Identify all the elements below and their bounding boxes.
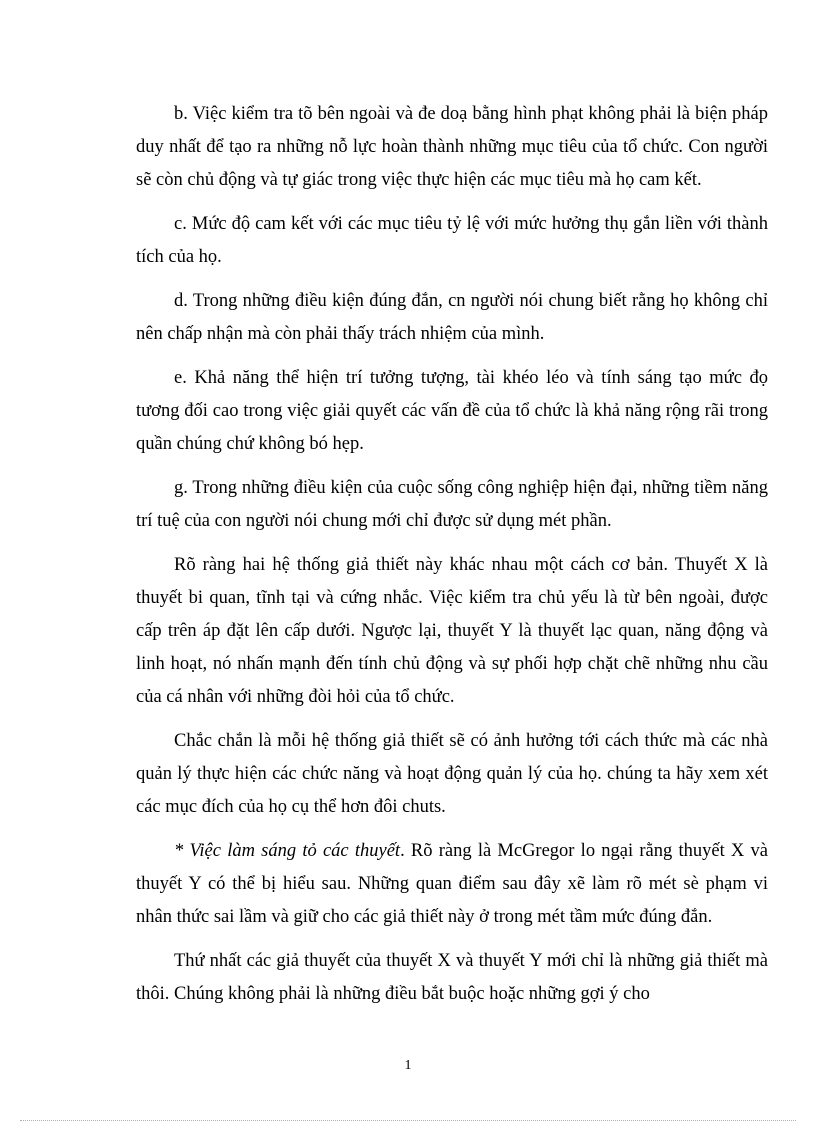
clarification-text: . Rõ ràng là McGregor lo ngại rằng thuyết X và thuyết Y có thể bị hiểu sau. Những quan điểm sau đây xẽ làm rõ mét sè phạm vi nhân thức sai lầm và giữ cho các giả thiết này ở trong mét tầm mức đúng đắn. xyxy=(136,841,768,927)
paragraph-c: c. Mức độ cam kết với các mục tiêu tỷ lệ với mức hưởng thụ gắn liền với thành tích của họ. xyxy=(136,214,768,267)
page-bottom-divider xyxy=(20,1120,796,1121)
paragraph-management-influence: Chắc chắn là mỗi hệ thống giả thiết sẽ có ảnh hưởng tới cách thức mà các nhà quản lý thực hiện các chức năng và hoạt động quản lý của họ. chúng ta hãy xem xét các mục đích của họ cụ thể hơn đôi chuts. xyxy=(136,731,768,817)
page-number: 1 xyxy=(404,1058,412,1073)
paragraph-g: g. Trong những điều kiện của cuộc sống công nghiệp hiện đại, những tiềm năng trí tuệ của con người nói chung mới chỉ được sử dụng mét phần. xyxy=(136,478,768,531)
paragraph-theory-comparison: Rõ ràng hai hệ thống giả thiết này khác nhau một cách cơ bản. Thuyết X là thuyết bi quan, tĩnh tại và cứng nhắc. Việc kiểm tra chủ yếu là từ bên ngoài, được cấp trên áp đặt lên cấp dưới. Ngược lại, thuyết Y là thuyết lạc quan, năng động và linh hoạt, nó nhấn mạnh đến tính chủ động và sự phối hợp chặt chẽ những nhu cầu của cá nhân với những đòi hỏi của tổ chức. xyxy=(136,555,768,707)
paragraph-d: d. Trong những điều kiện đúng đắn, cn người nói chung biết rằng họ không chỉ nên chấp nhận mà còn phải thấy trách nhiệm của mình. xyxy=(136,291,768,344)
document-body xyxy=(136,98,768,1022)
paragraph-first-point: Thứ nhất các giả thuyết của thuyết X và thuyết Y mới chỉ là những giả thiết mà thôi. Chúng không phải là những điều bắt buộc hoặc những gợi ý cho xyxy=(136,951,768,1004)
paragraph-e: e. Khả năng thể hiện trí tưởng tượng, tài khéo léo và tính sáng tạo mức đọ tương đối cao trong việc giải quyết các vấn đề của tổ chức là khả năng rộng rãi trong quần chúng chứ không bó hẹp. xyxy=(136,368,768,454)
clarification-heading: * Việc làm sáng tỏ các thuyết xyxy=(174,841,401,861)
paragraph-b: b. Việc kiểm tra tõ bên ngoài và đe doạ bằng hình phạt không phải là biện pháp duy nhất để tạo ra những nỗ lực hoàn thành những mục tiêu của tổ chức. Con người sẽ còn chủ động và tự giác trong việc thực hiện các mục tiêu mà họ cam kết. xyxy=(136,104,768,190)
paragraph-clarification xyxy=(136,835,768,934)
